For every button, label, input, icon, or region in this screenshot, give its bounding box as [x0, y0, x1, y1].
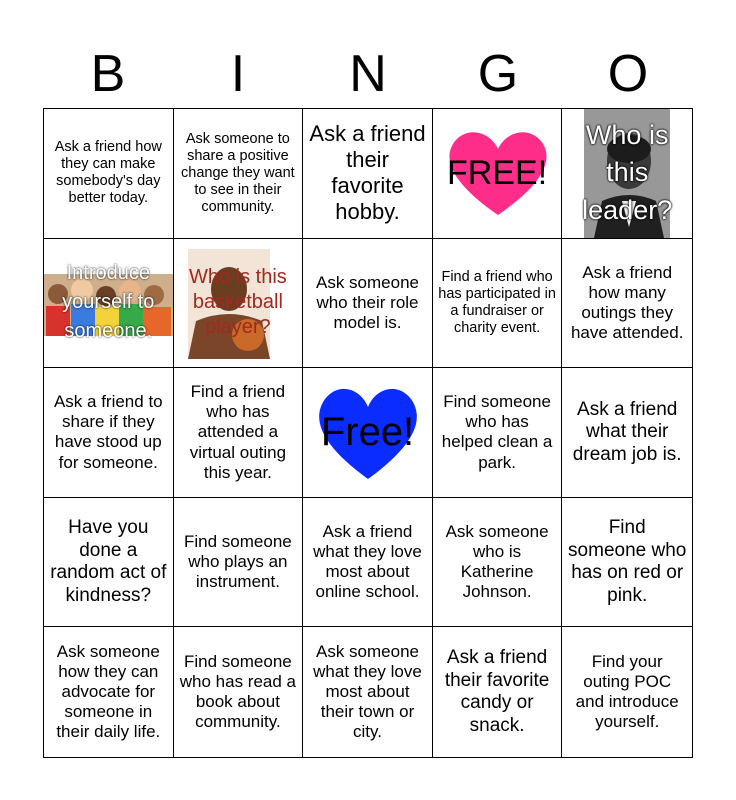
bingo-cell[interactable]	[174, 627, 304, 757]
bingo-header	[43, 40, 693, 108]
bingo-cell[interactable]	[174, 368, 304, 498]
bingo-cell[interactable]	[303, 239, 433, 369]
cell-text: Ask someone what they love most about their town or city.	[313, 642, 422, 742]
bingo-cell[interactable]	[44, 368, 174, 498]
cell-text: Find a friend who has participated in a fundraiser or charity event.	[438, 268, 556, 336]
bingo-cell[interactable]	[562, 498, 692, 628]
cell-text: Ask a friend how many outings they have attended.	[570, 262, 684, 342]
cell-text: Ask a friend how they can make somebody's day better today.	[54, 139, 162, 207]
bingo-cell[interactable]	[433, 239, 563, 369]
cell-text: Ask a friend what their dream job is.	[572, 398, 682, 465]
cell-text: Ask a friend to share if they have stood up for someone.	[53, 392, 163, 472]
bingo-cell[interactable]	[303, 109, 433, 239]
cell-text: Find your outing POC and introduce yourself.	[575, 652, 679, 732]
cell-text: Find someone who has read a book about community.	[179, 652, 297, 732]
bingo-cell[interactable]	[174, 109, 304, 239]
bingo-cell[interactable]	[303, 498, 433, 628]
cell-text: Ask a friend their favorite candy or snack.	[444, 647, 550, 736]
free-space-blue[interactable]	[303, 368, 433, 498]
header-letter-b: B	[90, 45, 126, 103]
cell-text: Ask someone to share a positive change they want to see in their community.	[181, 130, 295, 215]
bingo-cell[interactable]	[562, 368, 692, 498]
header-letter-i: I	[230, 45, 246, 103]
bingo-cell[interactable]	[562, 627, 692, 757]
bingo-cell[interactable]	[174, 498, 304, 628]
cell-text: Ask someone who their role model is.	[315, 272, 419, 332]
cell-text: Ask a friend their favorite hobby.	[309, 121, 426, 225]
cell-text: Find someone who has on red or pink.	[568, 517, 687, 606]
cell-text: Free!	[320, 409, 415, 454]
cell-text: Who is this basketball player?	[188, 266, 287, 339]
cell-text: Find someone who has helped clean a park.	[441, 392, 553, 472]
free-space-pink[interactable]	[433, 109, 563, 239]
header-letter-o: O	[607, 45, 649, 103]
cell-text: Ask someone who is Katherine Johnson.	[445, 522, 549, 602]
bingo-cell[interactable]	[433, 368, 563, 498]
bingo-cell[interactable]	[44, 109, 174, 239]
player-photo-cell[interactable]	[174, 239, 304, 369]
kids-photo-cell[interactable]	[44, 239, 174, 369]
cell-text: Find someone who plays an instrument.	[184, 532, 292, 592]
bingo-card	[43, 108, 693, 758]
leader-photo-cell[interactable]	[562, 109, 692, 239]
cell-text: Ask a friend what they love most about online school.	[313, 522, 422, 602]
bingo-cell[interactable]	[433, 498, 563, 628]
cell-text: Ask someone how they can advocate for someone in their daily life.	[56, 642, 161, 742]
bingo-cell[interactable]	[562, 239, 692, 369]
bingo-cell[interactable]	[44, 627, 174, 757]
bingo-cell[interactable]	[44, 498, 174, 628]
cell-text: Introduce yourself to someone.	[62, 262, 155, 343]
header-letter-n: N	[349, 45, 387, 103]
cell-text: FREE!	[447, 154, 548, 193]
cell-text: Have you done a random act of kindness?	[50, 517, 167, 606]
bingo-cell[interactable]	[303, 627, 433, 757]
cell-text: Who is this leader?	[582, 119, 673, 226]
bingo-cell[interactable]	[433, 627, 563, 757]
cell-text: Find a friend who has attended a virtual outing this year.	[189, 382, 287, 482]
header-letter-g: G	[477, 45, 519, 103]
